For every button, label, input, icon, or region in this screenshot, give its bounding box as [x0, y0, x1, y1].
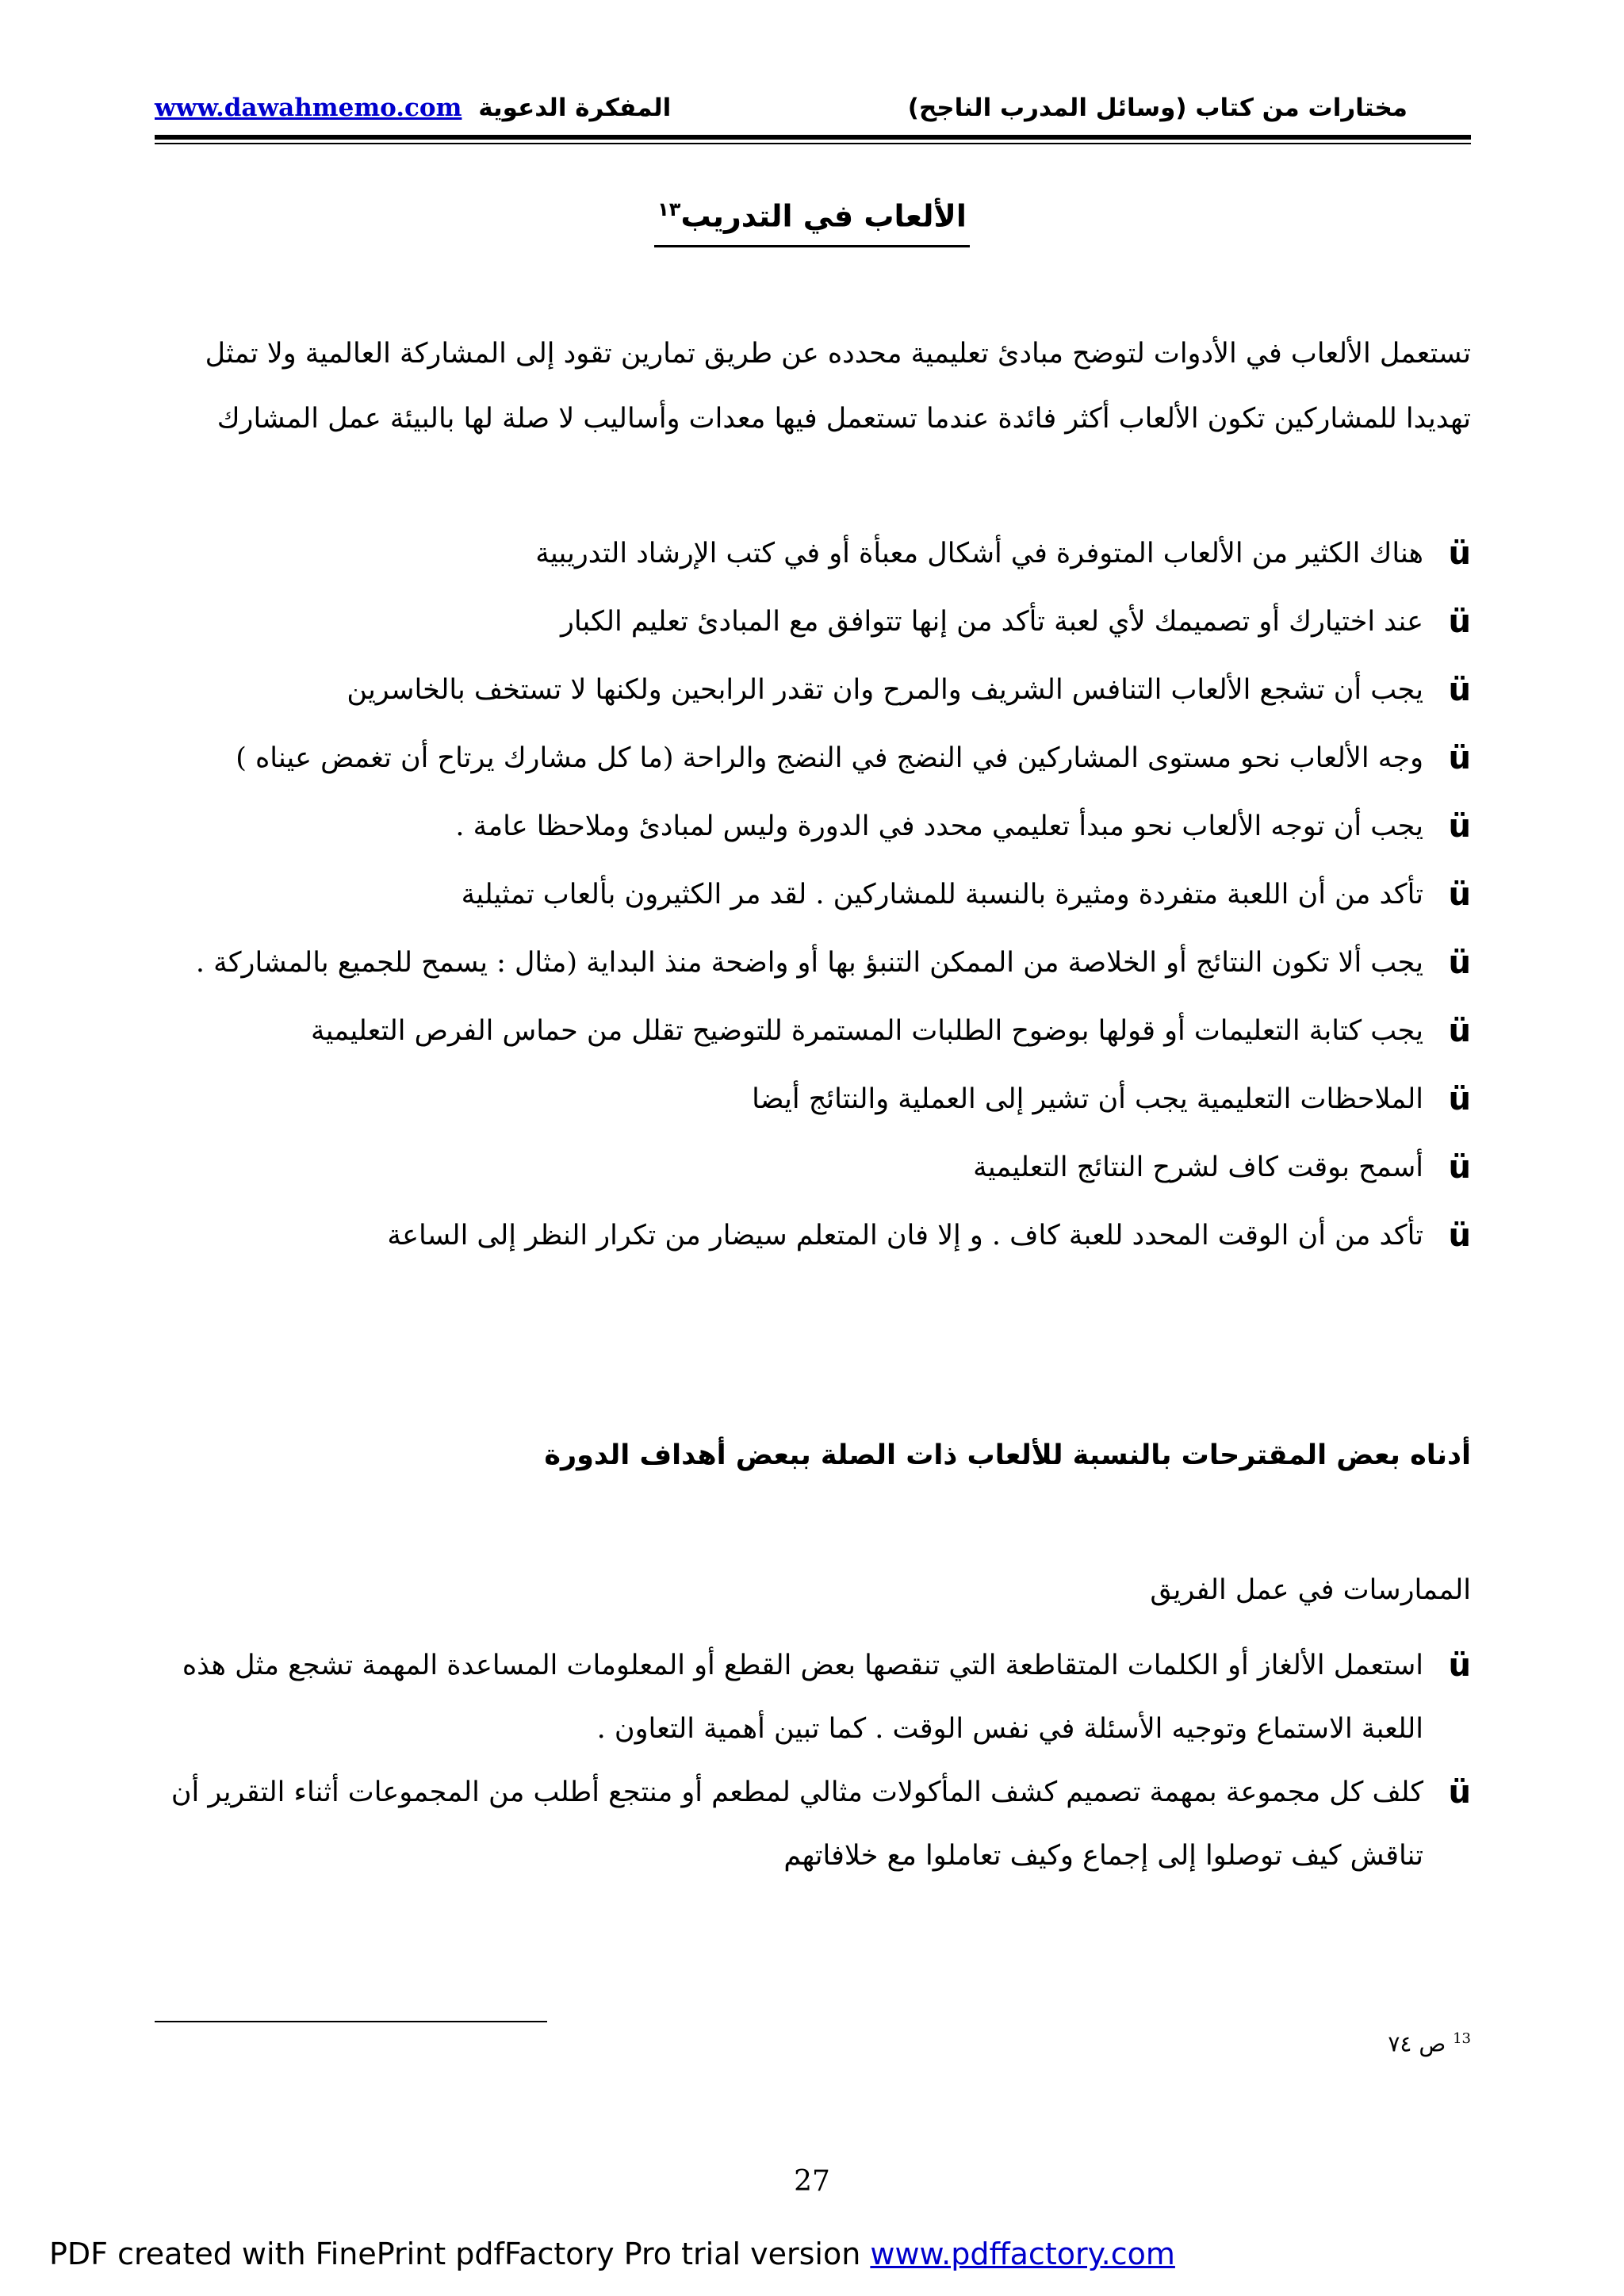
site-url-link[interactable]: www.dawahmemo.com	[155, 94, 462, 122]
check-bullet-icon: ü	[1448, 1081, 1471, 1117]
footnote-number: 13	[1453, 2030, 1471, 2047]
header-rule-thin	[155, 143, 1471, 144]
check-bullet-icon: ü	[1448, 876, 1471, 913]
title-footnote-ref: ١٣	[657, 198, 681, 220]
pdf-notice-text: PDF created with FinePrint pdfFactory Pro trial version	[49, 2237, 861, 2271]
list-item-text: تأكد من أن الوقت المحدد للعبة كاف . و إلا فان المتعلم سيضار من تكرار النظر إلى الساعة	[387, 1220, 1423, 1251]
check-bullet-icon: ü	[1448, 945, 1471, 981]
page-header	[155, 87, 1471, 135]
site-name: المفكرة الدعوية	[478, 94, 672, 122]
list-item-text: يجب ألا تكون النتائج أو الخلاصة من الممكن التنبؤ بها أو واضحة منذ البداية (مثال : يسمح للجميع بالمشاركة .	[195, 947, 1423, 979]
pdf-notice	[49, 2237, 1175, 2271]
book-title: مختارات من كتاب (وسائل المدرب الناجح)	[907, 94, 1408, 122]
check-bullet-icon: ü	[1448, 535, 1471, 572]
list-item	[155, 1761, 1471, 1888]
list-item-text: هناك الكثير من الألعاب المتوفرة في أشكال معبأة أو في كتب الإرشاد التدريبية	[535, 538, 1423, 569]
check-bullet-icon: ü	[1448, 1217, 1471, 1254]
list-item	[155, 1068, 1471, 1136]
footnote	[1388, 2030, 1471, 2056]
check-bullet-icon: ü	[1448, 1647, 1471, 1684]
list-item	[155, 658, 1471, 726]
list-item-text: أسمح بوقت كاف لشرح النتائج التعليمية	[973, 1152, 1423, 1183]
list-item-text: كلف كل مجموعة بمهمة تصميم كشف المأكولات مثالي لمطعم أو منتجع أطلب من المجموعات أثناء التقرير أن تناقش كيف توصلوا إلى إجماع وكيف تعاملوا مع خلافاتهم	[170, 1777, 1423, 1872]
intro-paragraph: تستعمل الألعاب في الأدوات لتوضح مبادئ تعليمية محدده عن طريق تمارين تقود إلى المشاركة العالمية ولا تمثل تهديدا للمشاركين تكون الألعاب أكثر فائدة عندما تستعمل فيها معدات وأساليب لا صلة لها بالبيئة عمل المشارك	[205, 338, 1471, 435]
list-item-text: الملاحظات التعليمية يجب أن تشير إلى العملية والنتائج أيضا	[752, 1083, 1423, 1115]
list-item-text: يجب أن توجه الألعاب نحو مبدأ تعليمي محدد في الدورة وليس لمبادئ وملاحظا عامة .	[455, 811, 1423, 842]
section-label: الممارسات في عمل الفريق	[1150, 1574, 1471, 1606]
list-item-text: تأكد من أن اللعبة متفردة ومثيرة بالنسبة للمشاركين . لقد مر الكثيرون بألعاب تمثيلية	[461, 879, 1423, 910]
header-rule-thick	[155, 135, 1471, 140]
list-item-text: يجب كتابة التعليمات أو قولها بوضوح الطلبات المستمرة للتوضيح تقلل من حماس الفرص التعليمية	[310, 1015, 1423, 1047]
list-item-text: يجب أن تشجع الألعاب التنافس الشريف والمرح وان تقدر الرابحين ولكنها لا تستخف بالخاسرين	[347, 674, 1423, 706]
list-item-text: وجه الألعاب نحو مستوى المشاركين في النضج في النضج والراحة (ما كل مشارك يرتاح أن تغمض عيناه )	[236, 742, 1423, 774]
section-subheading: أدناه بعض المقترحات بالنسبة للألعاب ذات الصلة ببعض أهداف الدورة	[544, 1439, 1471, 1471]
pdffactory-link[interactable]: www.pdffactory.com	[870, 2237, 1175, 2271]
list-item	[155, 1136, 1471, 1204]
list-item	[155, 522, 1471, 590]
check-bullet-icon: ü	[1448, 604, 1471, 640]
list-item	[155, 726, 1471, 795]
site-credit	[155, 94, 671, 122]
team-practice-list	[155, 1634, 1471, 1888]
list-item	[155, 863, 1471, 931]
check-bullet-icon: ü	[1448, 672, 1471, 708]
title-text: الألعاب في التدريب	[680, 198, 967, 234]
footnote-separator	[155, 2021, 547, 2022]
page-number: 27	[794, 2165, 830, 2198]
check-bullet-icon: ü	[1448, 1013, 1471, 1049]
footnote-text: ص ٧٤	[1388, 2030, 1446, 2057]
list-item	[155, 1204, 1471, 1272]
check-bullet-icon: ü	[1448, 1149, 1471, 1186]
list-item-text: استعمل الألغاز أو الكلمات المتقاطعة التي تنقصها بعض القطع أو المعلومات المساعدة المهمة تشجع مثل هذه اللعبة الاستماع وتوجيه الأسئلة في نفس الوقت . كما تبين أهمية التعاون .	[182, 1650, 1423, 1745]
check-bullet-icon: ü	[1448, 740, 1471, 776]
tips-list	[155, 522, 1471, 1272]
list-item	[155, 931, 1471, 999]
list-item	[155, 999, 1471, 1068]
list-item	[155, 795, 1471, 863]
check-bullet-icon: ü	[1448, 808, 1471, 845]
list-item	[155, 590, 1471, 658]
list-item-text: عند اختيارك أو تصميمك لأي لعبة تأكد من إنها تتوافق مع المبادئ تعليم الكبار	[560, 606, 1423, 638]
list-item	[155, 1634, 1471, 1761]
page-title	[0, 198, 1624, 247]
check-bullet-icon: ü	[1448, 1774, 1471, 1811]
